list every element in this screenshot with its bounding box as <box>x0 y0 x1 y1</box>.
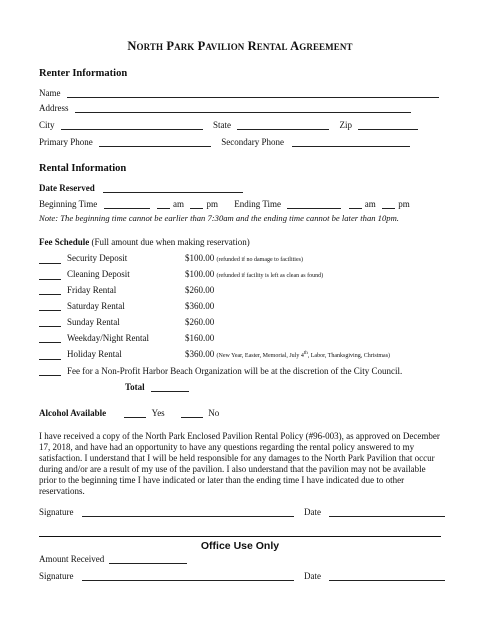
fee-name: Saturday Rental <box>67 301 125 311</box>
office-date-label: Date <box>304 571 321 581</box>
fee-amount: $360.00 <box>185 349 215 359</box>
alcohol-no-blank[interactable] <box>181 408 203 418</box>
alcohol-yes-label: Yes <box>151 408 165 418</box>
fee-row <box>39 301 214 311</box>
fee-schedule-subtitle: (Full amount due when making reservation) <box>89 237 250 247</box>
fee-detail: (refunded if facility is left as clean as found) <box>216 273 324 279</box>
fee-amount: $360.00 <box>185 301 215 311</box>
fee-check-blank[interactable] <box>39 285 61 295</box>
fee-detail: (refunded if no damage to facilities) <box>216 257 303 263</box>
holiday-detail: (New Year, Easter, Memorial, July 4 <box>216 353 304 359</box>
beginning-pm-check[interactable] <box>190 199 203 209</box>
fee-check-blank[interactable] <box>39 350 61 360</box>
office-signature-field[interactable] <box>82 571 294 581</box>
ending-pm-label: pm <box>398 199 410 209</box>
fee-row <box>39 349 390 360</box>
name-row <box>39 88 439 98</box>
signature-row <box>39 507 445 517</box>
holiday-detail-after: , Labor, Thanksgiving, Christmas) <box>307 353 391 359</box>
fee-row <box>39 253 303 264</box>
fee-check-blank[interactable] <box>39 301 61 311</box>
office-signature-label: Signature <box>39 571 74 581</box>
ending-time-field[interactable] <box>287 199 341 209</box>
total-field[interactable] <box>151 382 189 392</box>
beginning-am-check[interactable] <box>157 199 170 209</box>
address-field[interactable] <box>75 103 411 113</box>
amount-received-label: Amount Received <box>39 554 105 564</box>
total-label: Total <box>125 382 145 392</box>
fee-schedule-label: Fee Schedule <box>39 237 90 247</box>
primary-phone-field[interactable] <box>99 137 211 147</box>
ending-time-label: Ending Time <box>234 199 282 209</box>
beginning-am-label: am <box>173 199 185 209</box>
fee-row <box>39 269 323 280</box>
fee-amount: $100.00 <box>185 269 215 279</box>
amount-received-row <box>39 554 187 564</box>
date-reserved-label: Date Reserved <box>39 183 95 193</box>
fee-check-blank[interactable] <box>39 254 61 264</box>
fee-row <box>39 285 214 295</box>
signature-field[interactable] <box>82 507 294 517</box>
fee-amount: $260.00 <box>185 317 215 327</box>
date-reserved-row <box>39 183 243 193</box>
zip-field[interactable] <box>358 120 418 130</box>
holiday-detail-sup: th <box>303 351 308 356</box>
fee-row <box>39 333 214 343</box>
total-row <box>125 382 189 392</box>
fee-amount: $100.00 <box>185 253 215 263</box>
alcohol-row <box>39 408 219 418</box>
fee-amount: $160.00 <box>185 333 215 343</box>
state-field[interactable] <box>237 120 329 130</box>
office-divider <box>39 536 441 537</box>
ending-pm-check[interactable] <box>382 199 395 209</box>
name-label: Name <box>39 88 61 98</box>
fee-name: Sunday Rental <box>67 317 120 327</box>
zip-label: Zip <box>339 120 353 130</box>
ending-am-check[interactable] <box>349 199 362 209</box>
amount-received-field[interactable] <box>109 554 187 564</box>
beginning-pm-label: pm <box>206 199 219 209</box>
beginning-time-field[interactable] <box>104 199 150 209</box>
signature-label: Signature <box>39 507 74 517</box>
agreement-paragraph: I have received a copy of the North Park Enclosed Pavilion Rental Policy (#96-003), as approved on December 17, 2018, and have had an opportunity to have any questions regarding the rental policy answered to my satisfaction. I understand that I will be held responsible for any damages to the North Park Pavilion that occur during and/or are a result of my use of the pavilion. I also understand that the pavilion may not be available prior to the beginning time I have indicated or later than the ending time I have indicated due to other reservations. <box>39 431 440 496</box>
date-label: Date <box>304 507 321 517</box>
city-state-zip-row <box>39 120 418 130</box>
city-label: City <box>39 120 55 130</box>
nonprofit-row <box>39 366 402 376</box>
time-row <box>39 199 410 209</box>
city-field[interactable] <box>61 120 203 130</box>
office-signature-row <box>39 571 445 581</box>
fee-schedule-heading <box>39 237 250 247</box>
primary-phone-label: Primary Phone <box>39 137 93 147</box>
time-note: Note: The beginning time cannot be earlier than 7:30am and the ending time cannot be later than 10pm. <box>39 213 399 223</box>
office-date-field[interactable] <box>329 571 445 581</box>
state-label: State <box>213 120 232 130</box>
fee-amount: $260.00 <box>185 285 215 295</box>
office-use-heading: Office Use Only <box>200 540 280 552</box>
alcohol-yes-blank[interactable] <box>124 408 146 418</box>
secondary-phone-label: Secondary Phone <box>221 137 284 147</box>
fee-name: Friday Rental <box>67 285 117 295</box>
phone-row <box>39 137 410 147</box>
alcohol-label: Alcohol Available <box>39 408 107 418</box>
fee-name: Weekday/Night Rental <box>67 333 150 343</box>
beginning-time-label: Beginning Time <box>39 199 98 209</box>
renter-info-heading: Renter Information <box>39 68 128 79</box>
date-field[interactable] <box>329 507 445 517</box>
fee-name: Holiday Rental <box>67 349 122 359</box>
address-label: Address <box>39 103 69 113</box>
fee-check-blank[interactable] <box>39 333 61 343</box>
address-row <box>39 103 411 113</box>
fee-name: Security Deposit <box>67 253 128 263</box>
fee-name: Cleaning Deposit <box>67 269 130 279</box>
fee-detail <box>217 353 391 359</box>
nonprofit-check-blank[interactable] <box>39 366 61 376</box>
fee-row <box>39 317 214 327</box>
rental-info-heading: Rental Information <box>39 163 127 174</box>
ending-am-label: am <box>364 199 376 209</box>
alcohol-no-label: No <box>208 408 220 418</box>
name-field[interactable] <box>67 88 439 98</box>
document-title: North Park Pavilion Rental Agreement <box>127 39 353 53</box>
date-reserved-field[interactable] <box>103 183 243 193</box>
fee-check-blank[interactable] <box>39 270 61 280</box>
fee-check-blank[interactable] <box>39 317 61 327</box>
secondary-phone-field[interactable] <box>292 137 410 147</box>
nonprofit-text: Fee for a Non-Profit Harbor Beach Organization will be at the discretion of the City Council. <box>67 366 403 376</box>
